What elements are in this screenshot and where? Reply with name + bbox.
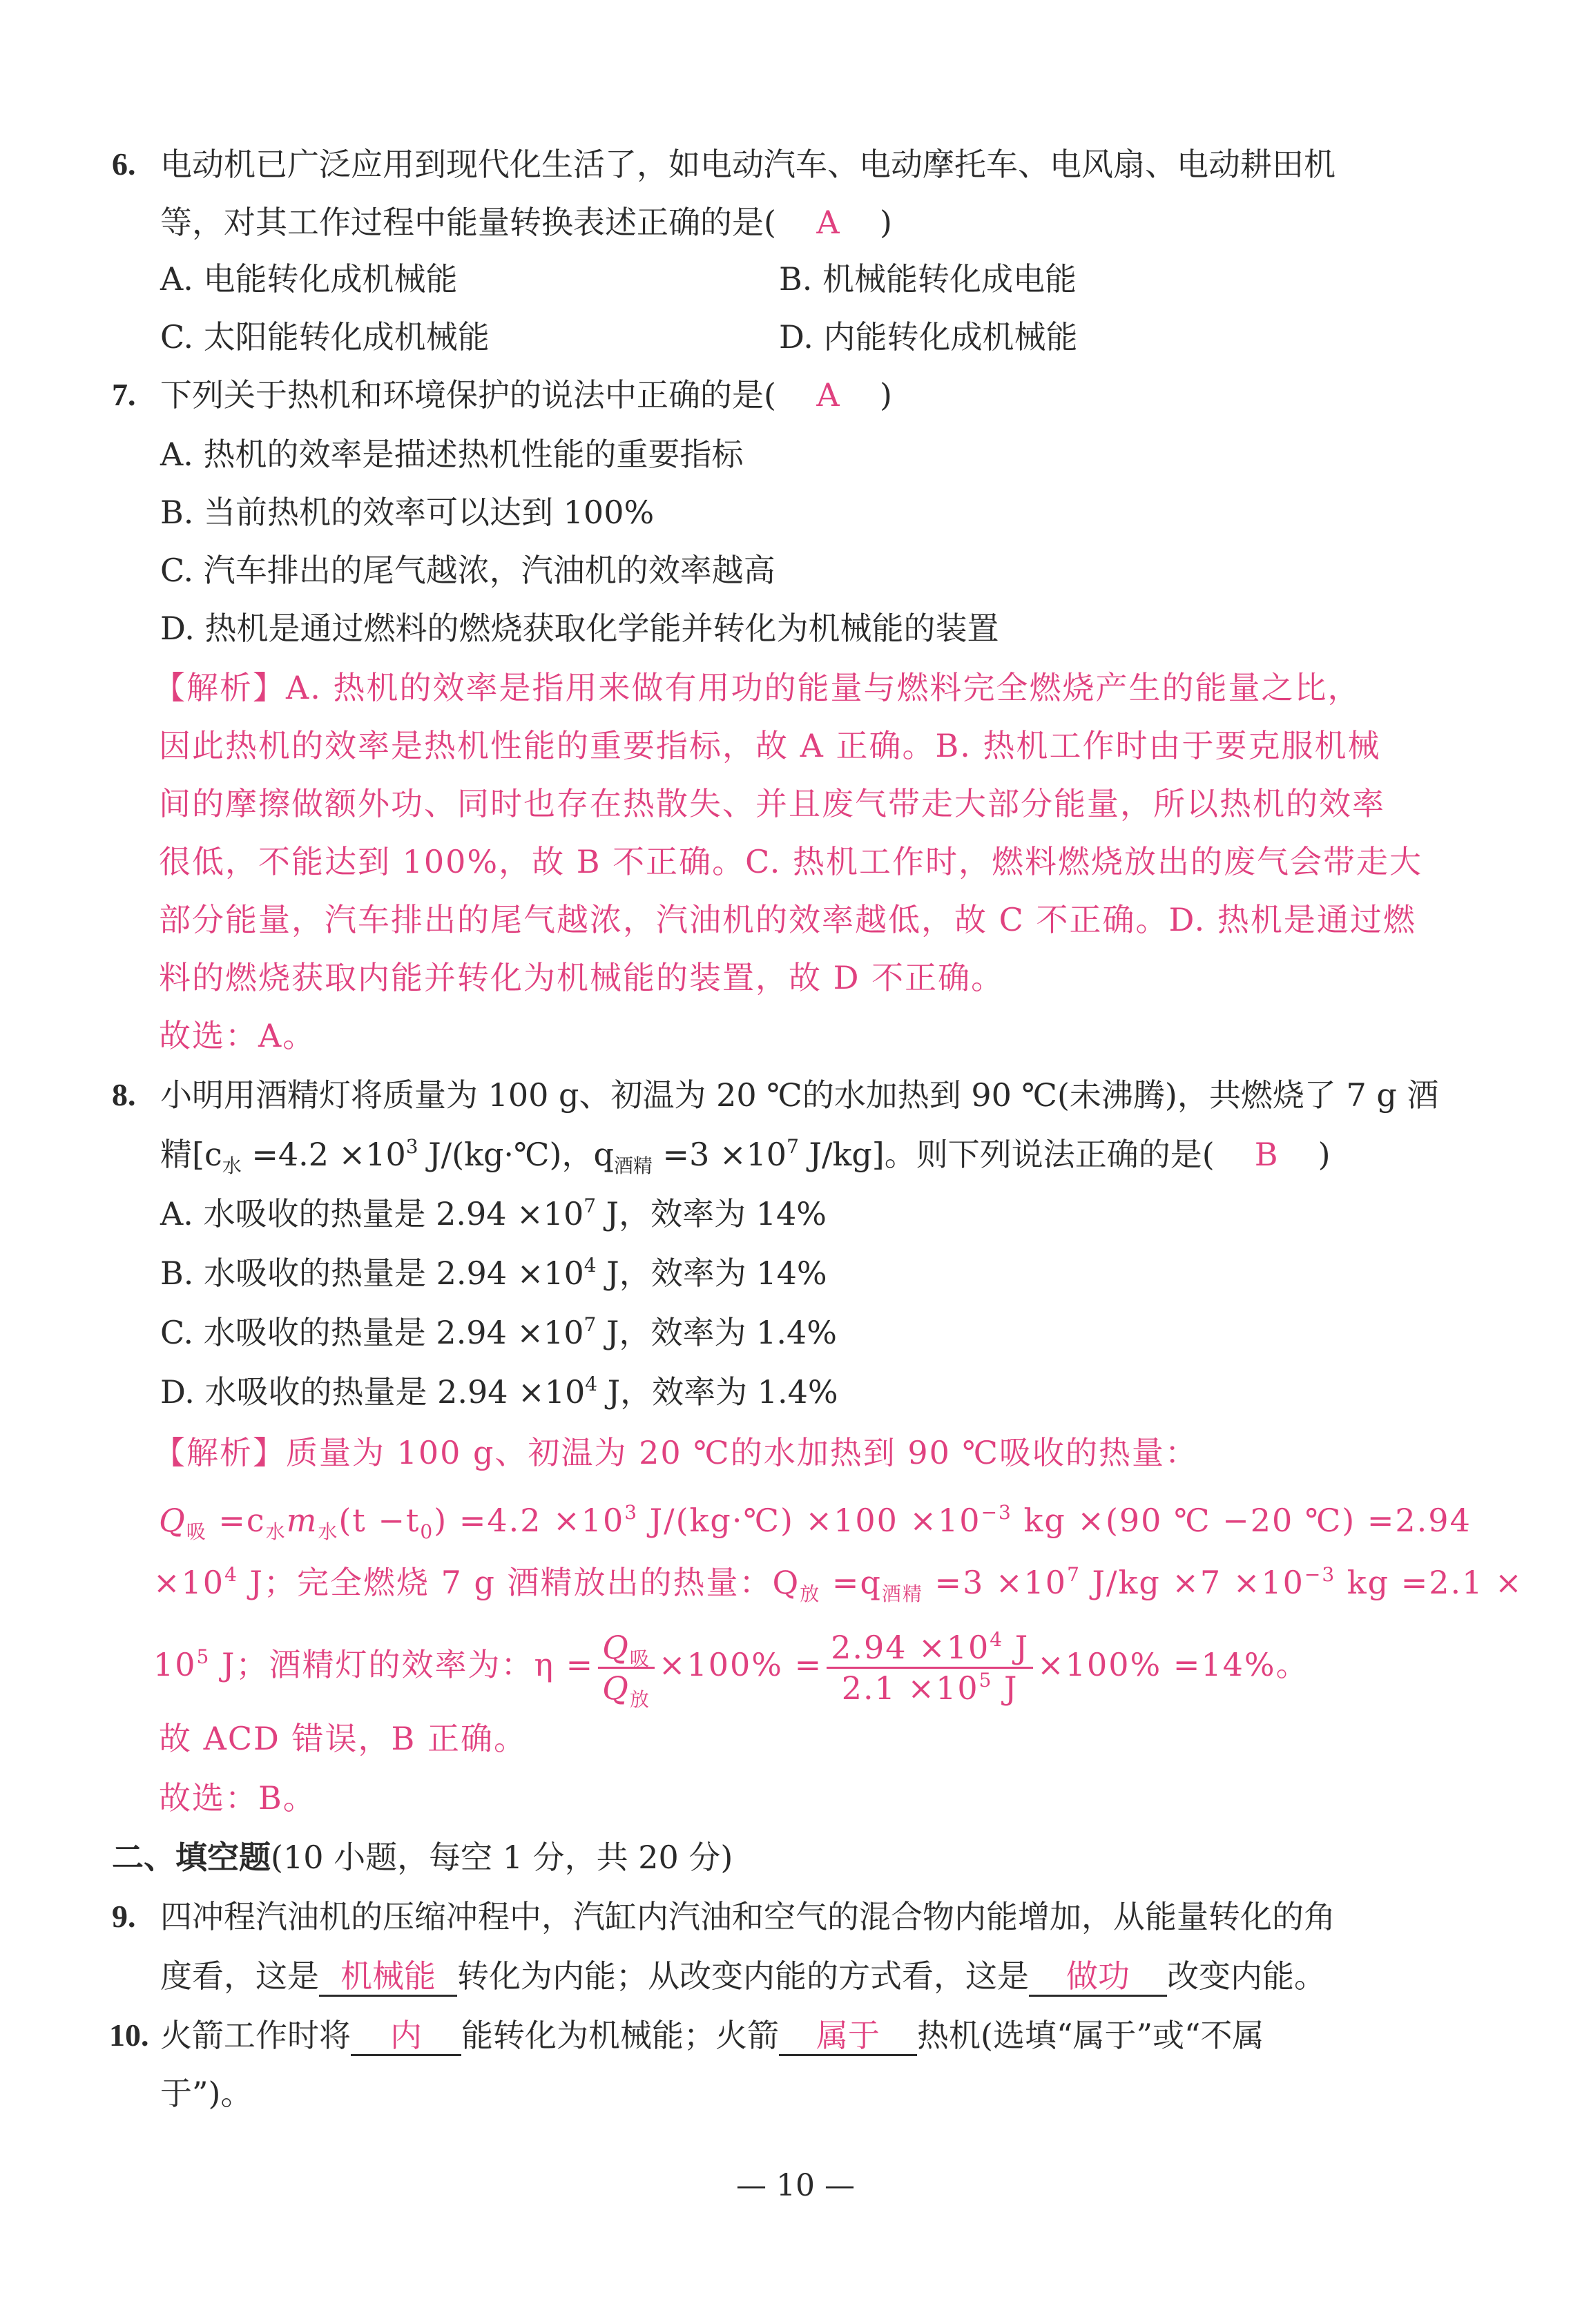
section-fill-blank: [0, 1837, 1591, 1878]
q8-fraction-values-num: [827, 1628, 1033, 1669]
q8-line2: [0, 1134, 1591, 1175]
q8-f1-t0: 0: [420, 1520, 434, 1543]
q9-line1: [0, 1896, 1591, 1937]
q10-blank-1[interactable]: 内: [351, 2017, 461, 2056]
q8-choice: 故选：B。: [159, 1779, 316, 1817]
q7-analysis-text-0: A. 热机的效率是指用来做有用功的能量与燃料完全燃烧产生的能量之比，: [286, 669, 1361, 706]
q7-analysis-line5: [0, 899, 1591, 940]
q8-fv-num-sup: 4: [990, 1627, 1004, 1651]
q6-paren-close: ): [879, 204, 892, 241]
q8-formula-line1: [0, 1500, 1591, 1541]
q8-option-a-exp: 7: [584, 1194, 597, 1217]
q9-line2: [0, 1955, 1591, 1997]
q8-option-d: [160, 1371, 838, 1413]
q8-option-c-exp: 7: [584, 1313, 597, 1336]
q7-choice-row: [0, 1015, 1591, 1056]
q8-f2-sup2: 7: [1067, 1563, 1081, 1586]
q8-analysis-text-1: 质量为 100 g、初温为 20 ℃的水加热到 90 ℃吸收的热量：: [286, 1434, 1198, 1471]
q9-number: 9.: [112, 1899, 136, 1934]
q8-stem-line1: 小明用酒精灯将质量为 100 g、初温为 20 ℃的水加热到 90 ℃(未沸腾)，共燃烧了 7 g 酒: [160, 1076, 1439, 1114]
q9-blank-1[interactable]: 机械能: [319, 1957, 457, 1997]
q7-analysis-text-2: 间的摩擦做额外功、同时也存在热散失、并且废气带走大部分能量，所以热机的效率: [159, 785, 1385, 822]
q6-stem-line2: [160, 202, 892, 243]
q8-q-sub: 酒精: [613, 1154, 653, 1177]
q8-option-c-post: J，效率为 1.4%: [596, 1314, 837, 1351]
q8-fq-den-q: Q: [602, 1669, 630, 1707]
q7-analysis-label: 【解析】: [153, 669, 286, 706]
q8-fv-den-b: J: [992, 1669, 1019, 1707]
q10-blank-2[interactable]: 属于: [779, 2017, 917, 2056]
q8-f3-b: J；酒精灯的效率为：η =: [210, 1646, 595, 1683]
q6-option-c: C. 太阳能转化成机械能: [160, 318, 490, 356]
q8-number: 8.: [112, 1077, 136, 1112]
q8-option-c: [160, 1312, 837, 1353]
q8-fraction-q: [598, 1628, 655, 1711]
q6-option-a: A. 电能转化成机械能: [160, 260, 458, 298]
q8-f2-d: =3 ×10: [923, 1564, 1068, 1601]
q8-formula-line3: [0, 1620, 1591, 1710]
q10-stem-line1: [160, 2015, 1264, 2056]
q8-option-b-exp: 4: [584, 1254, 597, 1277]
q8-analysis-first: [153, 1432, 1198, 1473]
q8-option-c-pre: C. 水吸收的热量是 2.94 ×10: [160, 1314, 584, 1351]
q7-option-d-row: [0, 608, 1591, 649]
q8-option-a-post: J，效率为 14%: [596, 1195, 827, 1232]
q8-q-value: =3 ×10: [652, 1136, 787, 1173]
q8-f2-qsub2: 酒精: [881, 1582, 923, 1605]
q8-fq-den-sub: 放: [629, 1687, 650, 1711]
q8-f1-sup1: 3: [624, 1501, 639, 1524]
q8-f1-rest1: ) =4.2 ×10: [434, 1502, 625, 1539]
q8-conclusion: 故 ACD 错误，B 正确。: [159, 1720, 527, 1757]
section-title: [112, 1837, 733, 1878]
q8-f2-c: =q: [820, 1564, 882, 1601]
q8-option-d-post: J，效率为 1.4%: [597, 1373, 838, 1411]
q6-options-row2: [0, 316, 1591, 358]
q8-fv-den-sup: 5: [978, 1668, 993, 1692]
q8-formula-line2: [0, 1562, 1591, 1603]
q8-stem-tail: J/kg]。则下列说法正确的是(: [798, 1136, 1215, 1173]
q8-f1-eq: =c: [206, 1502, 266, 1539]
q8-option-d-pre: D. 水吸收的热量是 2.94 ×10: [160, 1373, 586, 1411]
q8-option-c-row: [0, 1312, 1591, 1353]
q8-f2-sup1: 4: [224, 1563, 238, 1586]
q7-option-c: C. 汽车排出的尾气越浓，汽油机的效率越高: [160, 552, 775, 589]
q6-stem-text: 等，对其工作过程中能量转换表述正确的是(: [160, 204, 776, 241]
section-detail: (10 小题，每空 1 分，共 20 分): [271, 1839, 733, 1876]
q7-analysis-text-3: 很低，不能达到 100%，故 B 不正确。C. 热机工作时，燃料燃烧放出的废气会带走大: [159, 843, 1423, 880]
q8-c-value: =4.2 ×10: [241, 1136, 406, 1173]
q8-q-exp: 7: [787, 1135, 799, 1158]
q8-option-b-post: J，效率为 14%: [596, 1255, 827, 1292]
q8-f1-csub: 水: [265, 1520, 287, 1543]
q7-analysis-first: [153, 667, 1360, 708]
q6-option-b: B. 机械能转化成电能: [779, 260, 1077, 298]
q8-f3-c: ×100% =: [658, 1646, 823, 1683]
q8-f1-m: m: [286, 1502, 318, 1539]
q8-paren-close: ): [1318, 1136, 1331, 1173]
q9-text-b: 转化为内能；从改变内能的方式看，这是: [457, 1957, 1029, 1995]
q9-blank-2[interactable]: 做功: [1029, 1957, 1167, 1997]
q7-option-d: D. 热机是通过燃料的燃烧获取化学能并转化为机械能的装置: [160, 610, 999, 647]
q8-f1-t: (t −t: [338, 1502, 421, 1539]
q7-paren-close: ): [879, 376, 892, 414]
q8-f3-d: ×100% =14%。: [1037, 1646, 1309, 1683]
q8-conclusion-row: [0, 1718, 1591, 1759]
q7-analysis-text-1: 因此热机的效率是热机性能的重要指标，故 A 正确。B. 热机工作时由于要克服机械: [159, 727, 1381, 764]
q7-analysis-line1: [0, 667, 1591, 708]
q7-line1: [0, 374, 1591, 416]
q8-f2-e: J/kg ×7 ×10: [1080, 1564, 1304, 1601]
q8-f2-b: J；完全燃烧 7 g 酒精放出的热量：Q: [238, 1564, 800, 1601]
q7-option-b: B. 当前热机的效率可以达到 100%: [160, 494, 655, 531]
q7-analysis-line3: [0, 783, 1591, 824]
q6-number: 6.: [112, 146, 136, 182]
q8-f1-qsub: 吸: [186, 1520, 207, 1543]
q8-formula-3: [153, 1620, 1309, 1710]
q8-fv-den-a: 2.1 ×10: [841, 1669, 979, 1707]
q6-options-row1: [0, 258, 1591, 300]
q8-analysis-label: 【解析】: [153, 1434, 286, 1471]
q8-q-text: J/(kg·℃)，q: [418, 1136, 614, 1173]
q6-option-d: D. 内能转化成机械能: [779, 318, 1078, 356]
q8-c-exp: 3: [405, 1135, 418, 1158]
q8-answer: B: [1254, 1136, 1278, 1173]
q8-option-a-row: [0, 1193, 1591, 1234]
q10-line2: [0, 2073, 1591, 2114]
q8-option-a: [160, 1193, 827, 1234]
q8-f1-q: Q: [159, 1502, 186, 1539]
q9-text-a: 度看，这是: [160, 1957, 319, 1995]
q7-option-c-row: [0, 550, 1591, 591]
q6-line1: [0, 144, 1591, 185]
q10-text-a: 火箭工作时将: [160, 2017, 351, 2054]
q9-stem-line1: 四冲程汽油机的压缩冲程中，汽缸内汽油和空气的混合物内能增加，从能量转化的角: [160, 1898, 1336, 1935]
q8-fraction-values: [827, 1628, 1033, 1707]
q8-option-a-pre: A. 水吸收的热量是 2.94 ×10: [160, 1195, 584, 1232]
q7-stem-text: 下列关于热机和环境保护的说法中正确的是(: [160, 376, 776, 414]
q8-formula-1: [159, 1500, 1472, 1541]
q7-number: 7.: [112, 377, 136, 412]
q7-option-a-row: [0, 434, 1591, 475]
q7-option-b-row: [0, 492, 1591, 533]
q8-option-d-row: [0, 1371, 1591, 1413]
q8-f3-a: 10: [153, 1646, 197, 1683]
q8-f2-f: kg =2.1 ×: [1336, 1564, 1523, 1601]
q10-text-c: 热机(选填“属于”或“不属: [917, 2017, 1264, 2054]
q6-answer: A: [816, 204, 840, 241]
q7-analysis-line6: [0, 957, 1591, 998]
section-title-text: 二、填空题: [112, 1839, 271, 1876]
q8-analysis-line1: [0, 1432, 1591, 1473]
q7-analysis-text-4: 部分能量，汽车排出的尾气越浓，汽油机的效率越低，故 C 不正确。D. 热机是通过燃: [159, 901, 1416, 938]
q10-stem-line2: 于”)。: [160, 2075, 253, 2112]
q8-f1-msub: 水: [318, 1520, 339, 1543]
q7-answer: A: [816, 376, 840, 414]
q8-stem-line2: [160, 1134, 1331, 1175]
q8-f2-sup3: −3: [1304, 1563, 1336, 1586]
q6-line2: [0, 202, 1591, 243]
q8-fv-num-b: J: [1003, 1628, 1030, 1666]
q7-analysis-text-5: 料的燃烧获取内能并转化为机械能的装置，故 D 不正确。: [159, 959, 1005, 996]
q8-fq-num-sub: 吸: [629, 1647, 650, 1670]
q8-fraction-q-num: [598, 1628, 655, 1669]
q9-stem-line2: [160, 1955, 1326, 1997]
q8-fraction-q-den: [598, 1669, 655, 1711]
q8-option-b-row: [0, 1252, 1591, 1294]
q8-fraction-values-den: [827, 1669, 1033, 1707]
q8-c-sub: 水: [222, 1154, 242, 1177]
q8-option-b: [160, 1252, 827, 1294]
q8-c-text: 精[c: [160, 1136, 222, 1173]
q7-analysis-line2: [0, 725, 1591, 766]
q8-f1-rest2: J/(kg·℃) ×100 ×10: [638, 1502, 981, 1539]
q10-number: 10.: [109, 2017, 149, 2053]
q8-option-b-pre: B. 水吸收的热量是 2.94 ×10: [160, 1255, 584, 1292]
q8-choice-row: [0, 1777, 1591, 1819]
q8-f1-rest3: kg ×(90 ℃ −20 ℃) =2.94: [1012, 1502, 1472, 1539]
q10-text-b: 能转化为机械能；火箭: [461, 2017, 779, 2054]
q8-f2-qsub: 放: [800, 1582, 821, 1605]
q8-f2-a: ×10: [153, 1564, 225, 1601]
q7-choice: 故选：A。: [159, 1017, 316, 1054]
q8-fv-num-a: 2.94 ×10: [831, 1628, 990, 1666]
q8-f1-sup2: −3: [981, 1501, 1012, 1524]
q8-line1: [0, 1074, 1591, 1116]
page-number: — 10 —: [736, 2168, 855, 2203]
q8-fq-num-q: Q: [602, 1628, 630, 1666]
q7-stem: [160, 374, 892, 416]
q7-analysis-line4: [0, 841, 1591, 882]
q7-option-a: A. 热机的效率是描述热机性能的重要指标: [160, 436, 744, 473]
q6-stem-line1: 电动机已广泛应用到现代化生活了，如电动汽车、电动摩托车、电风扇、电动耕田机: [160, 146, 1336, 183]
q8-option-d-exp: 4: [585, 1373, 598, 1395]
q10-line1: [0, 2015, 1591, 2056]
q8-f3-sup1: 5: [196, 1645, 211, 1668]
q9-text-c: 改变内能。: [1167, 1957, 1326, 1995]
q8-formula-2: [153, 1562, 1523, 1603]
